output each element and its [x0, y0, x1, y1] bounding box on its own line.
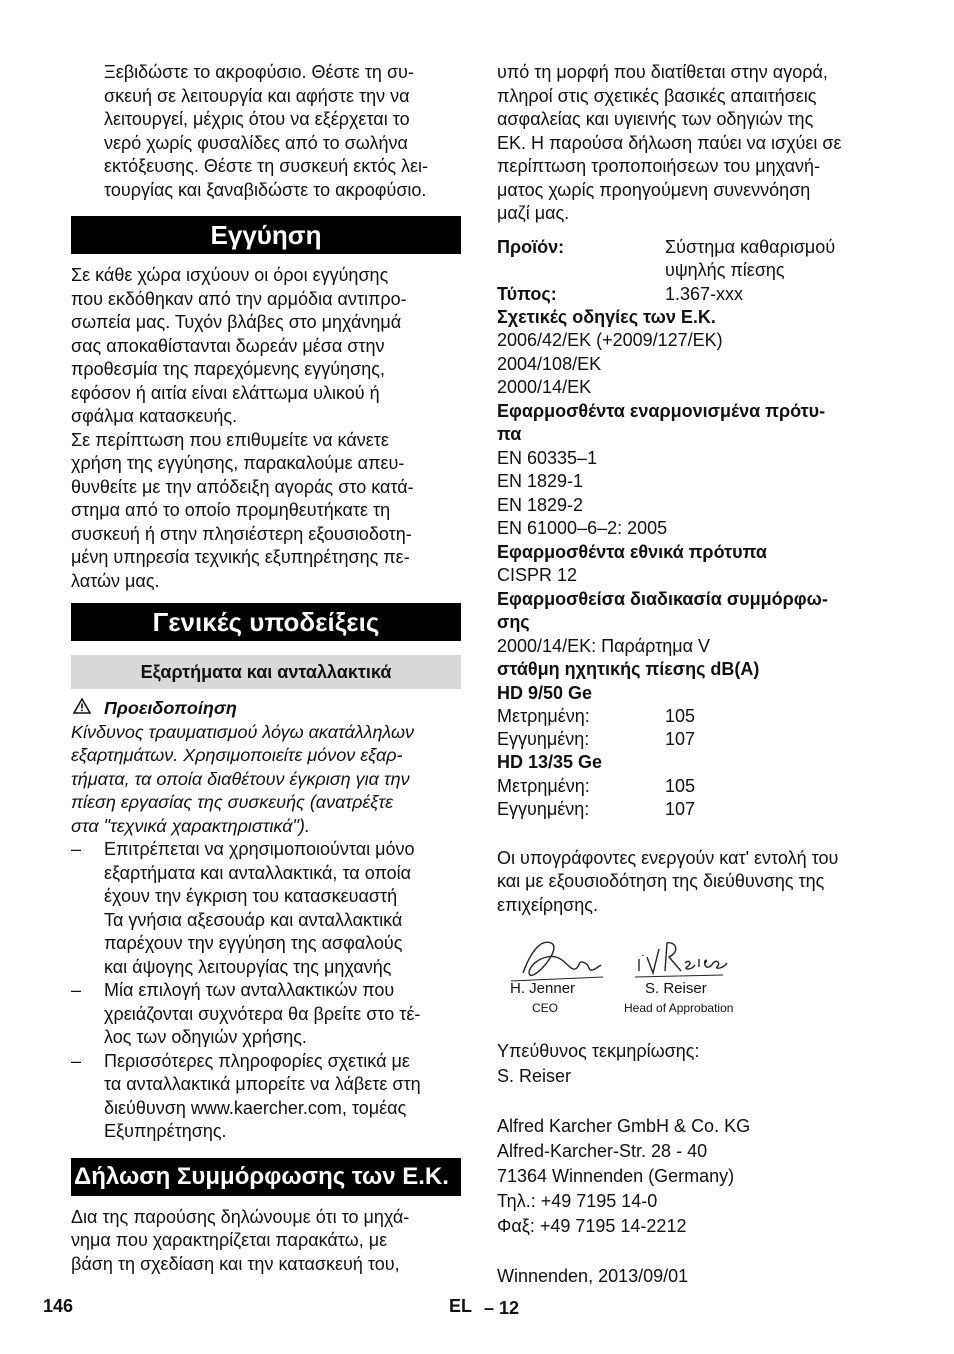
company-address [497, 1114, 897, 1239]
warranty-paragraph-2 [71, 429, 461, 594]
text-line: λειτουργεί, μέχρις ότου να εξέρχεται το [104, 109, 410, 129]
directive-item: 2004/108/EK [497, 353, 602, 374]
national-standards-title: Εφαρμοσθέντα εθνικά πρότυπα [497, 541, 767, 562]
address-line: Φαξ: +49 7195 14-2212 [497, 1216, 687, 1236]
procedure-value: 2000/14/ΕΚ: Παράρτημα V [497, 635, 711, 656]
measured-row [497, 705, 897, 728]
text-line: πίεση εργασίας της συσκευής (ανατρέξτε [71, 792, 393, 812]
text-line: εκτόξευσης. Θέστε τη συσκευή εκτός λει- [104, 156, 429, 176]
text-line: Δια της παρούσης δηλώνουμε ότι το μηχά- [71, 1206, 410, 1227]
model-name: HD 13/35 Ge [497, 752, 603, 772]
place-date: Winnenden, 2013/09/01 [497, 1266, 689, 1286]
page-suffix: – 12 [484, 1298, 520, 1318]
text-line: και με εξουσιοδότηση της διεύθυνσης της [497, 871, 825, 891]
general-notes-heading: Γενικές υποδείξεις [71, 603, 461, 641]
language-code: EL [449, 1296, 473, 1316]
conformity-paragraph [71, 1206, 461, 1277]
measured-row [497, 775, 897, 798]
intro-paragraph [71, 61, 461, 202]
bullet-dash: – [71, 980, 82, 1000]
product-value: Σύστημα καθαρισμού [665, 236, 836, 257]
standard-item: EN 60335–1 [497, 447, 598, 468]
warning-text [71, 721, 461, 839]
text-line: ασφαλείας και υγιεινής των οδηγιών της [497, 109, 814, 129]
model-name: HD 9/50 Ge [497, 682, 593, 703]
directive-item: 2006/42/EK (+2009/127/EK) [497, 330, 723, 350]
text-line: σωπεία μας. Τυχόν βλάβες στο μηχάνημά [71, 312, 402, 332]
signatory-name-reiser: S. Reiser [645, 980, 707, 997]
standard-item: EN 1829-1 [497, 471, 584, 491]
text-line: μένη υπηρεσία τεχνικής εξυπηρέτησης πε- [71, 547, 410, 567]
product-value: υψηλής πίεσης [665, 260, 785, 280]
guaranteed-label: Εγγυημένη: [497, 729, 590, 749]
procedure-title: σης [497, 612, 530, 632]
text-line: υπό τη μορφή που διατίθεται στην αγορά, [497, 62, 828, 82]
signatory-role-ceo: CEO [532, 1001, 559, 1015]
measured-value: 105 [665, 706, 696, 726]
type-label: Τύπος: [497, 283, 557, 304]
text-line: παρέχουν την εγγύηση της ασφαλούς [104, 933, 403, 953]
warranty-paragraph-1 [71, 264, 461, 429]
text-line: στα "τεχνικά χαρακτηριστικά"). [71, 815, 310, 836]
signatories-paragraph [497, 847, 897, 918]
text-line: λατών μας. [71, 570, 160, 591]
text-line: συσκευή ή στην πλησιέστερη εξουσιοδοτη- [71, 523, 412, 544]
text-line: νημα που χαρακτηρίζεται παρακάτω, με [71, 1230, 388, 1250]
text-line: Σε κάθε χώρα ισχύουν οι όροι εγγύησης [71, 265, 389, 285]
text-line: ματος χωρίς προηγούμενη συνεννόηση [497, 179, 811, 200]
text-line: που εκδόθηκαν από την αρμόδια αντιπρο- [71, 288, 407, 309]
text-line: Σε περίπτωση που επιθυμείτε να κάνετε [71, 429, 389, 450]
product-row [497, 236, 897, 283]
text-line: Μία επιλογή των ανταλλακτικών που [104, 980, 395, 1000]
bullet-dash: – [71, 839, 82, 859]
signatory-name-jenner: H. Jenner [510, 980, 576, 997]
conformity-heading: Δήλωση Συμμόρφωσης των Ε.Κ. [71, 1158, 461, 1196]
text-line: επιχείρησης. [497, 894, 598, 915]
text-line: σφάλμα κατασκευής. [71, 406, 238, 426]
address-line: 71364 Winnenden (Germany) [497, 1166, 735, 1186]
warranty-heading: Εγγύηση [71, 216, 461, 254]
product-label: Προϊόν: [497, 236, 565, 257]
text-line: χρειάζονται συχνότερα θα βρείτε στο τέ- [104, 1003, 421, 1024]
text-line: Ξεβιδώστε το ακροφύσιο. Θέστε τη συ- [104, 62, 414, 82]
directive-item: 2000/14/EK [497, 377, 592, 397]
text-line: Επιτρέπεται να χρησιμοποιούνται μόνο [104, 839, 415, 859]
text-line: θυνθείτε με την απόδειξη αγοράς στο κατά- [71, 476, 414, 497]
list-item [71, 838, 461, 979]
harmonised-title: πα [497, 424, 522, 444]
bullet-dash: – [71, 1050, 82, 1071]
text-line: νερό χωρίς φυσαλίδες από το σωλήνα [104, 132, 408, 153]
text-line: μαζί μας. [497, 203, 570, 223]
text-line: και άψογης λειτουργίας της μηχανής [104, 956, 392, 977]
documentation-name: S. Reiser [497, 1066, 572, 1086]
type-row [497, 283, 897, 306]
text-line: Κίνδυνος τραυματισμού λόγω ακατάλληλων [71, 721, 415, 742]
signatory-role-approbation: Head of Approbation [624, 1001, 734, 1015]
warning-label: Προειδοποίηση [104, 698, 237, 718]
text-line: σκευή σε λειτουργία και αφήστε την να [104, 85, 410, 106]
text-line: πληροί στις σχετικές βασικές απαιτήσεις [497, 85, 817, 106]
list-item [71, 1050, 461, 1144]
text-line: στημα από το οποίο προμηθευτήκατε τη [71, 500, 391, 520]
measured-value: 105 [665, 775, 696, 796]
address-line: Alfred Karcher GmbH & Co. KG [497, 1116, 751, 1136]
text-line: τα ανταλλακτικά μπορείτε να λάβετε στη [104, 1074, 421, 1094]
standard-item: EN 61000–6–2: 2005 [497, 518, 668, 538]
text-line: λος των οδηγιών χρήσης. [104, 1027, 307, 1047]
text-line: ΕΚ. Η παρούσα δήλωση παύει να ισχύει σε [497, 132, 842, 153]
right-column [497, 58, 897, 1289]
guaranteed-row [497, 728, 897, 751]
warning-title [71, 697, 461, 721]
address-line: Alfred-Karcher-Str. 28 - 40 [497, 1141, 708, 1161]
guaranteed-value: 107 [665, 798, 696, 819]
text-line: προθεσμία της παρεχόμενης εγγύησης, [71, 359, 385, 379]
text-line: περίπτωση τροποποιήσεων του μηχανή- [497, 156, 820, 176]
documentation-label: Υπεύθυνος τεκμηρίωσης: [497, 1041, 700, 1061]
procedure-title: Εφαρμοσθείσα διαδικασία συμμόρφω- [497, 588, 828, 609]
text-line: Οι υπογράφοντες ενεργούν κατ' εντολή του [497, 847, 839, 868]
type-value: 1.367-xxx [665, 283, 744, 304]
harmonised-title: Εφαρμοσθέντα εναρμονισμένα πρότυ- [497, 400, 826, 421]
text-line: Τα γνήσια αξεσουάρ και ανταλλακτικά [104, 909, 403, 930]
text-line: διεύθυνση www.kaercher.com, τομέας [104, 1097, 407, 1118]
signature-block [497, 927, 897, 1023]
guaranteed-label: Εγγυημένη: [497, 798, 590, 819]
text-line: σας αποκαθίστανται δωρεάν μέσα στην [71, 335, 385, 356]
declaration-intro [497, 61, 897, 226]
text-line: εφόσον ή αιτία είναι ελάττωμα υλικού ή [71, 382, 380, 403]
text-line: τήματα, τα οποία διαθέτουν έγκριση για την [71, 768, 410, 789]
guaranteed-value: 107 [665, 729, 696, 749]
measured-label: Μετρημένη: [497, 775, 590, 796]
text-line: έχουν την έγκριση του κατασκευαστή [104, 886, 398, 906]
measured-label: Μετρημένη: [497, 706, 590, 726]
page-number: 146 [43, 1296, 74, 1316]
text-line: εξαρτημάτων. Χρησιμοποιείτε μόνον εξαρ- [71, 745, 403, 765]
guaranteed-row [497, 798, 897, 821]
accessories-subheading: Εξαρτήματα και ανταλλακτικά [71, 655, 461, 689]
text-line: Περισσότερες πληροφορίες σχετικά με [104, 1050, 410, 1071]
text-line: εξαρτήματα και ανταλλακτικά, τα οποία [104, 862, 412, 883]
text-line: τουργίας και ξαναβιδώστε το ακροφύσιο. [104, 179, 427, 200]
text-line: Εξυπηρέτησης. [104, 1121, 227, 1141]
warning-triangle-icon [73, 697, 95, 721]
left-column [71, 58, 461, 1276]
text-line: βάση τη σχεδίαση και την κατασκευή του, [71, 1253, 400, 1274]
text-line: χρήση της εγγύησης, παρακαλούμε απευ- [71, 453, 405, 473]
list-item [71, 979, 461, 1050]
standard-item: EN 1829-2 [497, 494, 584, 515]
sound-pressure-title: στάθμη ηχητικής πίεσης dB(A) [497, 659, 760, 679]
standard-item: CISPR 12 [497, 565, 578, 585]
directives-title: Σχετικές οδηγίες των Ε.Κ. [497, 306, 716, 327]
address-line: Τηλ.: +49 7195 14-0 [497, 1191, 658, 1211]
